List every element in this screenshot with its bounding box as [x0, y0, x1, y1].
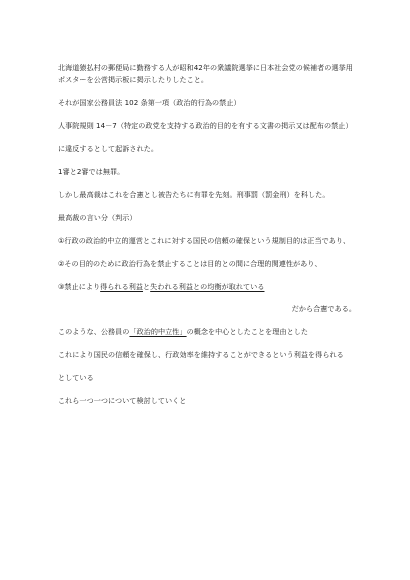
paragraph-reason-3	[58, 281, 358, 293]
paragraph-examination-intro: これら一つ一つについて検討していくと	[58, 396, 187, 405]
paragraph-court-reasoning-heading: 最高裁の言い分（判示）	[58, 213, 137, 222]
neutrality-suffix: の概念を中心としたことを理由とした	[186, 327, 309, 336]
paragraph-case-background: 北海道猿払村の郵便局に勤務する人が昭和42年の衆議院選挙に日本社会党の候補者の選挙用ポスターを公営掲示板に掲示したりしたこと。	[58, 63, 353, 84]
paragraph-reason-2: ②その目的のために政治行為を禁止することは目的との間に合理的関連性があり、	[58, 259, 322, 268]
paragraph-lower-court-result: 1審と2審では無罪。	[58, 167, 125, 176]
paragraph-as-stated: としている	[58, 373, 94, 382]
paragraph-law-article: それが国家公務員法 102 条第一項（政治的行為の禁止）	[58, 98, 241, 107]
paragraph-indictment: に違反するとして起訴された。	[58, 144, 159, 153]
paragraph-neutrality-concept	[58, 326, 358, 338]
paragraph-conclusion-constitutional: だから合憲である。	[291, 304, 356, 313]
paragraph-supreme-court-ruling: しかし最高裁はこれを合憲とし被告たちに有罪を先刻。刑事罰（罰金刑）を科した。	[58, 190, 330, 199]
reason-3-connector: と	[143, 282, 151, 291]
political-neutrality-underlined: 「政治的中立性」	[129, 327, 187, 336]
reason-3-prefix: ③禁止により	[58, 282, 101, 291]
paragraph-public-trust-benefit: これにより国民の信頼を確保し、行政効率を維持することができるという利益を得られる	[58, 350, 344, 359]
paragraph-reason-1: ①行政の政治的中立的運営とこれに対する国民の信頼の確保という規制目的は正当であり、	[58, 236, 351, 245]
gained-benefit-underlined: 得られる利益	[100, 282, 144, 291]
neutrality-prefix: このような、公務員の	[58, 327, 130, 336]
lost-benefit-underlined: 失われる利益との均衡が取れている	[150, 282, 265, 291]
document-body	[58, 62, 358, 418]
paragraph-personnel-rule: 人事院規則 14－7（特定の政党を支持する政治的目的を有する文書の掲示又は配布の禁止）	[58, 121, 353, 130]
